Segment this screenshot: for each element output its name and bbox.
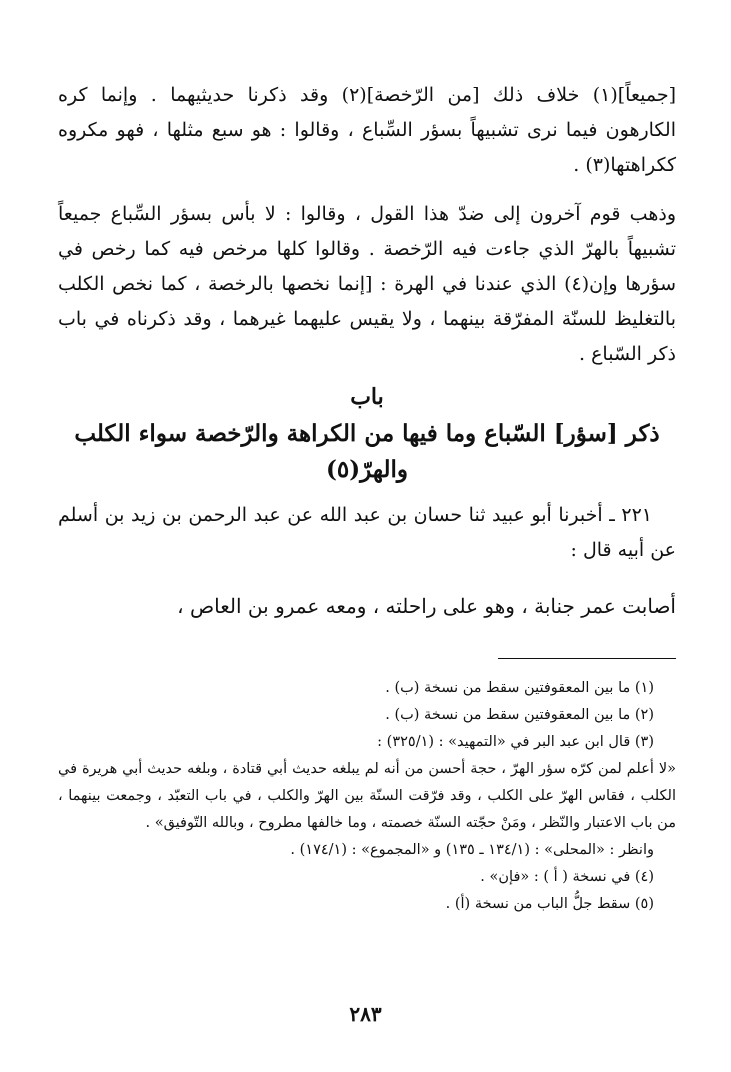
footnote-4: (٤) في نسخة ( أ ) : «فإن» . bbox=[480, 869, 654, 885]
chapter-label: باب bbox=[350, 384, 384, 410]
chapter-title: ذكر [سؤر] السّباع وما فيها من الكراهة والرّخصة سواء الكلب والهرّ(٥) bbox=[74, 420, 660, 483]
footnote-divider bbox=[498, 658, 676, 659]
footnote-3-reference: وانظر : «المحلى» : (١٣٤/١ ـ ١٣٥) و «المجموع» : (١٧٤/١) . bbox=[290, 842, 654, 858]
hadith-matn: أصابت عمر جنابة ، وهو على راحلته ، ومعه عمرو بن العاص ، bbox=[177, 594, 676, 618]
paragraph-2: وذهب قوم آخرون إلى ضدّ هذا القول ، وقالوا : لا بأس بسؤر السِّباع جميعاً تشبيهاً بالهرّ الذي جاءت فيه الرّخصة . وقالوا كلها مرخص فيه كما رخص في سؤرها وإن(٤) الذي عندنا في الهرة : [إنما نخصها بالرخصة ، كما نخص الكلب بالتغليظ للسنّة المفرّقة بينهما ، ولا يقيس عليهما غيرهما ، وقد ذكرناه في باب ذكر السّباع . bbox=[58, 203, 676, 365]
hadith-block bbox=[58, 498, 676, 568]
footnote-1: (١) ما بين المعقوفتين سقط من نسخة (ب) . bbox=[385, 680, 654, 696]
footnote-5: (٥) سقط جلُّ الباب من نسخة (أ) . bbox=[445, 896, 654, 912]
paragraph-1: [جميعاً](١) خلاف ذلك [من الرّخصة](٢) وقد ذكرنا حديثيهما . وإنما كره الكارهون فيما نرى تشبيهاً بسؤر السِّباع ، وقالوا : هو سبع مثلها ، فهو مكروه ككراهتها(٣) . bbox=[58, 84, 677, 176]
footnotes bbox=[58, 675, 676, 918]
footnote-3-quote: «لا أعلم لمن كرّه سؤر الهرّ ، حجة أحسن من أنه لم يبلغه حديث أبي قتادة ، وبلغه حديث أبي هريرة في الكلب ، فقاس الهرّ على الكلب ، وقد فرّقت السنّة بين الهرّ والكلب ، في باب التعبّد ، وجمعت بينهما ، من باب الاعتبار والنّظر ، ومَنْ حجّته السنّة خصمته ، وما خالفها مطروح ، وبالله التّوفيق» . bbox=[58, 761, 676, 831]
footnote-3: (٣) قال ابن عبد البر في «التمهيد» : (٣٢٥/١) : bbox=[377, 734, 654, 750]
footnote-2: (٢) ما بين المعقوفتين سقط من نسخة (ب) . bbox=[385, 707, 654, 723]
hadith-isnad: ٢٢١ ـ أخبرنا أبو عبيد ثنا حسان بن عبد الله عن عبد الرحمن بن زيد بن أسلم عن أبيه قال : bbox=[58, 504, 676, 561]
page-number: ٢٨٣ bbox=[349, 1002, 382, 1026]
